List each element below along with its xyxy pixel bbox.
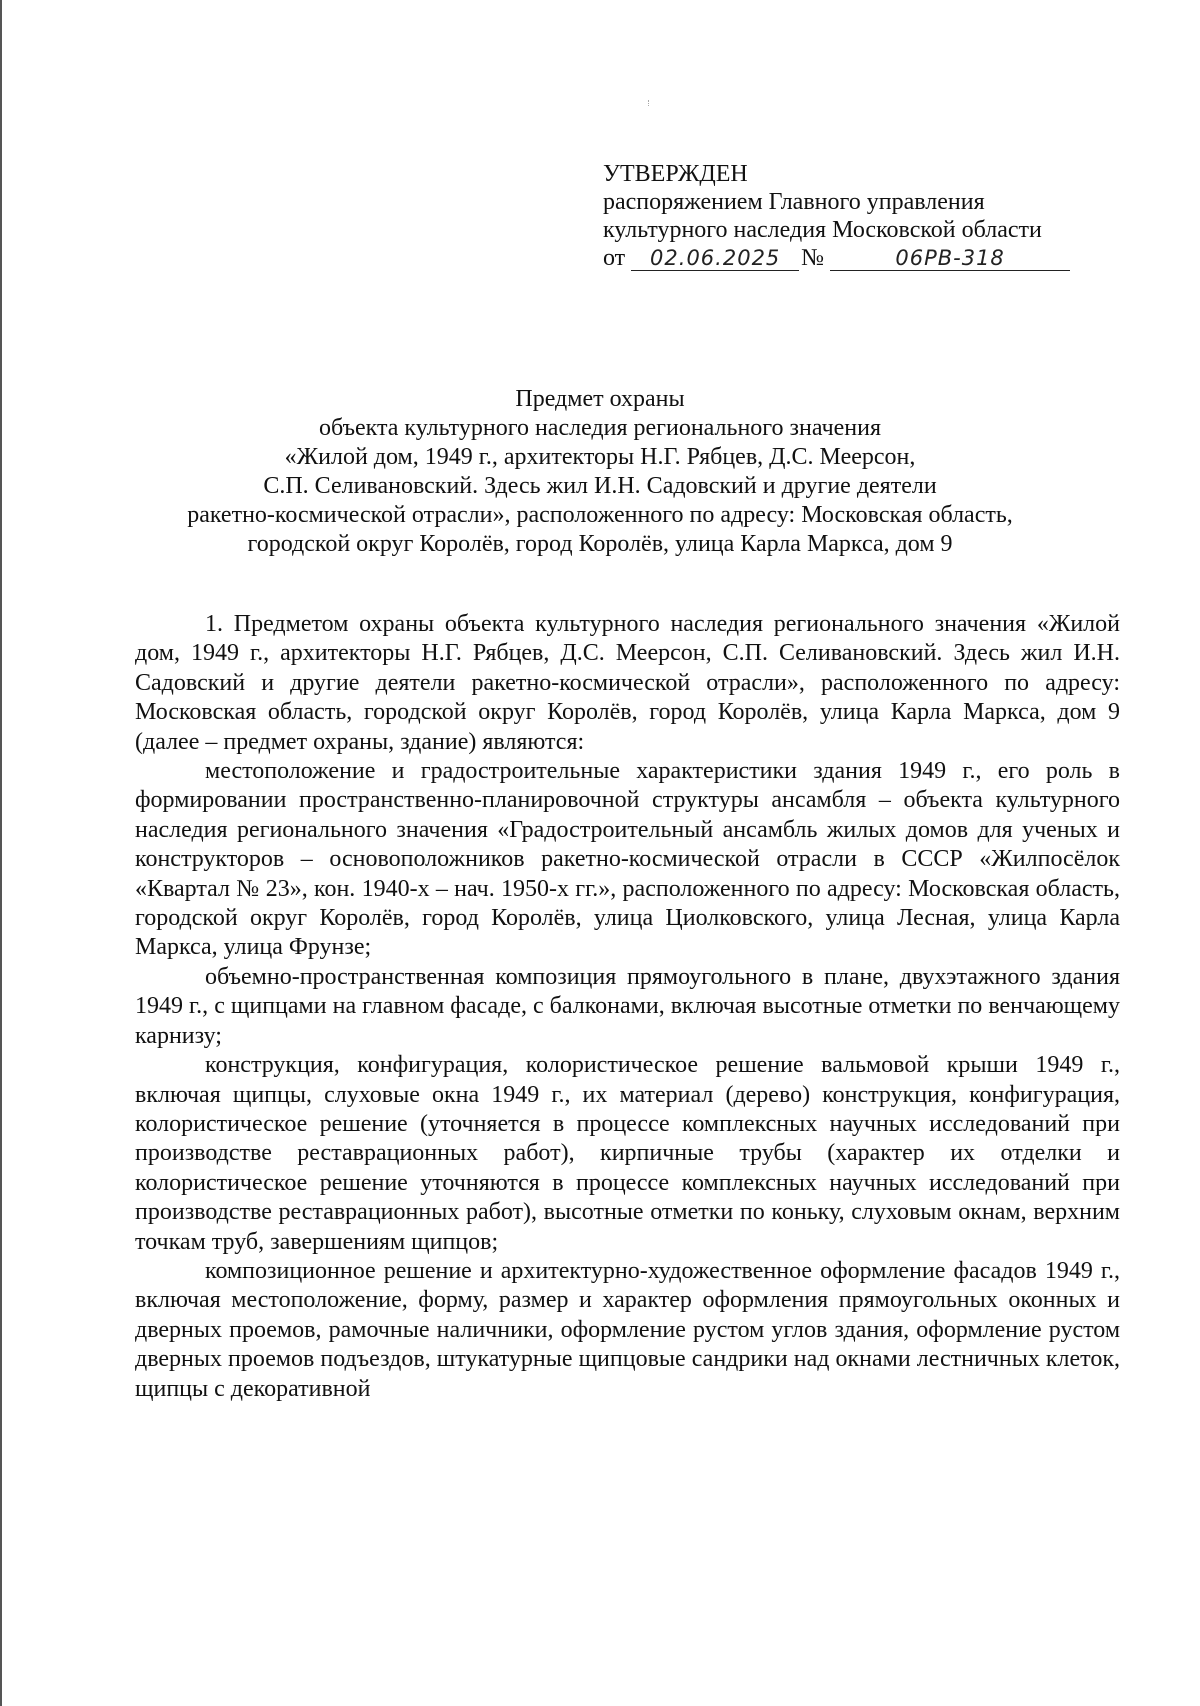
handwritten-date: 02.06.2025: [631, 246, 799, 271]
number-label: №: [801, 245, 825, 271]
paragraph-4: конструкция, конфигурация, колористическое решение вальмовой крыши 1949 г., включая щипцы, слуховые окна 1949 г., их материал (дерево) конструкция, конфигурация, колористическое решение (уточняется в процессе комплексных научных исследований при производстве реставрационных работ), кирпичные трубы (характер их отделки и колористическое решение уточняются в процессе комплексных научных исследований при производстве реставрационных работ), высотные отметки по коньку, слуховым окнам, верхним точкам труб, завершениям щипцов;: [135, 1052, 1120, 1255]
paragraph-1: 1. Предметом охраны объекта культурного наследия регионального значения «Жилой дом, 1949 г., архитекторы Н.Г. Рябцев, Д.С. Меерсон, С.П. Селивановский. Здесь жил И.Н. Садовский и другие деятели ракетно-космической отрасли», расположенного по адресу: Московская область, городской округ Королёв, город Королёв, улица Карла Маркса, дом 9 (далее – предмет охраны, здание) являются:: [135, 611, 1120, 755]
approval-line-2: культурного наследия Московской области: [603, 217, 1042, 243]
heading-line-2: объекта культурного наследия регионального значения: [318, 415, 882, 441]
heading-line-1: Предмет охраны: [515, 386, 685, 412]
heading-line-4: С.П. Селивановский. Здесь жил И.Н. Садовский и другие деятели: [263, 473, 937, 499]
approval-title: УТВЕРЖДЕН: [603, 161, 748, 187]
handwritten-number: 06РВ-318: [830, 246, 1070, 271]
heading-line-3: «Жилой дом, 1949 г., архитекторы Н.Г. Рябцев, Д.С. Меерсон,: [284, 444, 916, 470]
document-body: [135, 610, 1120, 1404]
scan-edge: [0, 0, 2, 1706]
heading-line-6: городской округ Королёв, город Королёв, улица Карла Маркса, дом 9: [247, 531, 953, 557]
approval-line-1: распоряжением Главного управления: [603, 189, 985, 215]
scan-speck: [648, 100, 652, 106]
paragraph-3: объемно-пространственная композиция прямоугольного в плане, двухэтажного здания 1949 г., с щипцами на главном фасаде, с балконами, включая высотные отметки по венчающему карнизу;: [135, 963, 1120, 1049]
document-heading: [100, 385, 1100, 559]
paragraph-2: местоположение и градостроительные характеристики здания 1949 г., его роль в формировании пространственно-планировочной структуры ансамбля – объекта культурного наследия регионального значения «Градостроительный ансамбль жилых домов для ученых и конструкторов – основоположников ракетно-космической отрасли в СССР «Жилпосёлок «Квартал № 23», кон. 1940-х – нач. 1950-х гг.», расположенного по адресу: Московская область, городской округ Королёв, город Королёв, улица Циолковского, улица Лесная, улица Карла Маркса, улица Фрунзе;: [135, 758, 1120, 961]
approval-date-number-line: [603, 244, 1103, 272]
approval-stamp-block: [603, 160, 1103, 272]
paragraph-5: композиционное решение и архитектурно-художественное оформление фасадов 1949 г., включая местоположение, форму, размер и характер оформления прямоугольных оконных и дверных проемов, рамочные наличники, оформление рустом углов здания, оформление рустом дверных проемов подъездов, штукатурные щипцовые сандрики над окнами лестничных клеток, щипцы с декоративной: [135, 1257, 1120, 1402]
from-label: от: [603, 245, 626, 271]
heading-line-5: ракетно-космической отрасли», расположенного по адресу: Московская область,: [187, 502, 1013, 528]
